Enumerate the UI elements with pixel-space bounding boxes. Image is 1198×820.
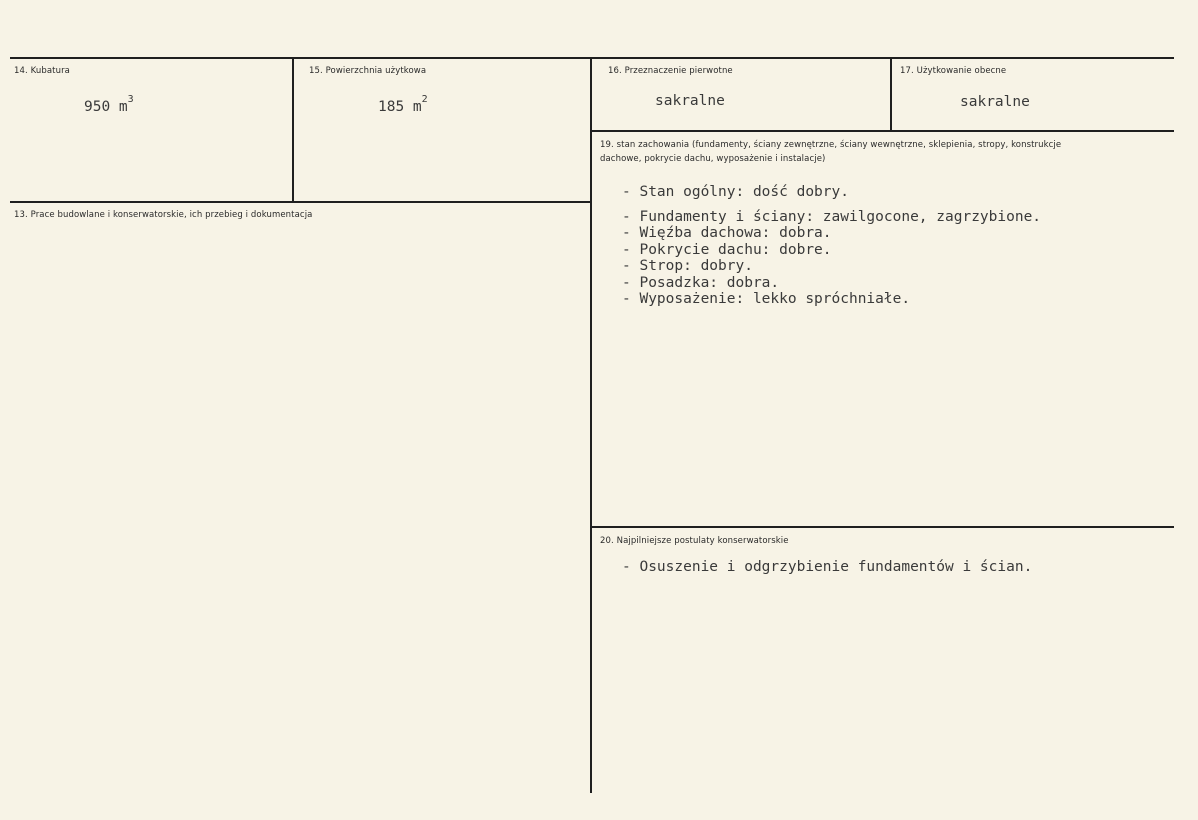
stan-item: - Stan ogólny: dość dobry. bbox=[622, 184, 849, 200]
powierzchnia-number: 185 m bbox=[378, 99, 422, 115]
uzytkowanie-value: sakralne bbox=[960, 94, 1030, 110]
przeznaczenie-value: sakralne bbox=[655, 93, 725, 109]
stan-item: - Pokrycie dachu: dobre. bbox=[622, 241, 832, 258]
przeznaczenie-label: 16. Przeznaczenie pierwotne bbox=[608, 66, 733, 76]
stan-item: - Strop: dobry. bbox=[622, 258, 753, 274]
stan-item: - Fundamenty i ściany: zawilgocone, zagrzybione. bbox=[622, 208, 1042, 225]
divider-14-15 bbox=[292, 58, 294, 202]
prace-label: 13. Prace budowlane i konserwatorskie, ich przebieg i dokumentacja bbox=[14, 210, 313, 220]
divider-below-14-15 bbox=[10, 201, 591, 203]
postulaty-list bbox=[622, 559, 1032, 576]
uzytkowanie-label: 17. Użytkowanie obecne bbox=[900, 66, 1007, 76]
stan-item: - Więźba dachowa: dobra. bbox=[622, 225, 832, 241]
postulaty-label: 20. Najpilniejsze postulaty konserwatorskie bbox=[600, 536, 789, 546]
postulaty-item: - Osuszenie i odgrzybienie fundamentów i ścian. bbox=[622, 559, 1033, 575]
stan-item: - Wyposażenie: lekko spróchniałe. bbox=[622, 291, 911, 307]
kubatura-label: 14. Kubatura bbox=[14, 66, 70, 76]
divider-above-20 bbox=[591, 526, 1174, 528]
kubatura-value bbox=[84, 94, 134, 115]
kubatura-unit-superscript: 3 bbox=[127, 94, 134, 105]
divider-main-vertical bbox=[590, 58, 592, 793]
powierzchnia-value bbox=[378, 94, 428, 115]
stan-item: - Posadzka: dobra. bbox=[622, 274, 780, 291]
divider-16-17 bbox=[890, 58, 892, 131]
kubatura-number: 950 m bbox=[84, 99, 128, 115]
stan-label: 19. stan zachowania (fundamenty, ściany zewnętrzne, ściany wewnętrzne, sklepienia, stropy, konstrukcje dachowe, pokrycie dachu, wyposażenie i instalacje) bbox=[600, 140, 1062, 164]
top-border-line bbox=[10, 57, 1174, 59]
divider-below-16-17 bbox=[591, 130, 1174, 132]
stan-list bbox=[622, 184, 1041, 308]
powierzchnia-label: 15. Powierzchnia użytkowa bbox=[309, 66, 427, 76]
powierzchnia-unit-superscript: 2 bbox=[421, 94, 428, 105]
